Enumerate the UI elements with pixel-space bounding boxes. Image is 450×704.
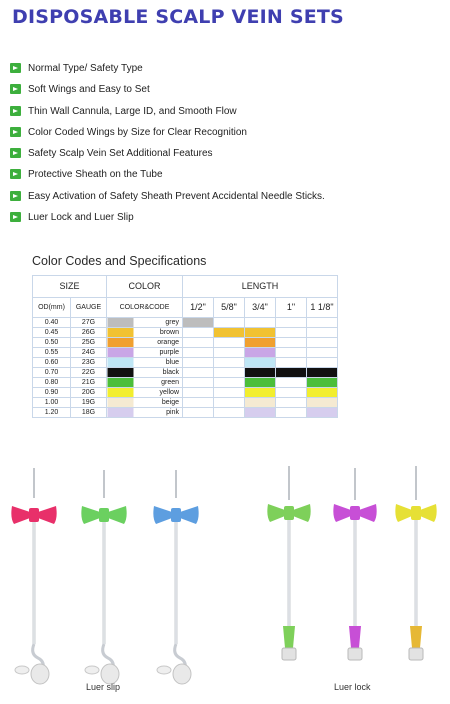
length-swatch-cell bbox=[214, 408, 245, 418]
length-swatch-cell bbox=[276, 358, 307, 368]
size-group-header: SIZE bbox=[33, 276, 107, 298]
feature-text: Protective Sheath on the Tube bbox=[28, 169, 163, 181]
arrow-bullet-icon bbox=[10, 106, 21, 116]
length-swatch-cell bbox=[183, 318, 214, 328]
length-swatch-cell bbox=[214, 388, 245, 398]
length-swatch-cell bbox=[183, 338, 214, 348]
length-header: 1 1/8" bbox=[307, 298, 338, 318]
feature-item bbox=[10, 168, 440, 189]
scalp-vein-needle-icon bbox=[395, 466, 436, 660]
luer-lock-caption: Luer lock bbox=[334, 682, 371, 692]
length-swatch-cell bbox=[183, 348, 214, 358]
arrow-bullet-icon bbox=[10, 127, 21, 137]
spec-table-heading: Color Codes and Specifications bbox=[32, 254, 207, 268]
luer-slip-set bbox=[11, 468, 198, 684]
gauge-cell: 18G bbox=[71, 408, 107, 418]
length-swatch-cell bbox=[214, 398, 245, 408]
length-swatch-cell bbox=[245, 348, 276, 358]
feature-text: Easy Activation of Safety Sheath Prevent Accidental Needle Sticks. bbox=[28, 190, 325, 202]
spec-row bbox=[33, 368, 338, 378]
gauge-header: GAUGE bbox=[71, 298, 107, 318]
length-swatch-cell bbox=[276, 318, 307, 328]
feature-text: Luer Lock and Luer Slip bbox=[28, 212, 134, 224]
od-cell: 0.90 bbox=[33, 388, 71, 398]
length-swatch-cell bbox=[214, 348, 245, 358]
od-cell: 1.00 bbox=[33, 398, 71, 408]
length-swatch-cell bbox=[307, 318, 338, 328]
od-cell: 0.50 bbox=[33, 338, 71, 348]
color-code-cell: purple bbox=[107, 348, 183, 358]
od-cell: 0.70 bbox=[33, 368, 71, 378]
color-code-cell: yellow bbox=[107, 388, 183, 398]
color-code-cell: beige bbox=[107, 398, 183, 408]
arrow-bullet-icon bbox=[10, 212, 21, 222]
spec-row bbox=[33, 388, 338, 398]
spec-row bbox=[33, 408, 338, 418]
arrow-bullet-icon bbox=[10, 169, 21, 179]
color-code-cell: black bbox=[107, 368, 183, 378]
color-code-cell: blue bbox=[107, 358, 183, 368]
length-swatch-cell bbox=[307, 348, 338, 358]
od-cell: 0.80 bbox=[33, 378, 71, 388]
length-swatch-cell bbox=[276, 368, 307, 378]
gauge-cell: 22G bbox=[71, 368, 107, 378]
od-header: OD(mm) bbox=[33, 298, 71, 318]
color-group-header: COLOR bbox=[107, 276, 183, 298]
length-group-header: LENGTH bbox=[183, 276, 338, 298]
length-swatch-cell bbox=[307, 388, 338, 398]
length-swatch-cell bbox=[276, 398, 307, 408]
spec-table-body bbox=[33, 318, 338, 418]
length-swatch-cell bbox=[183, 398, 214, 408]
gauge-cell: 27G bbox=[71, 318, 107, 328]
od-cell: 1.20 bbox=[33, 408, 71, 418]
length-swatch-cell bbox=[276, 388, 307, 398]
length-swatch-cell bbox=[245, 318, 276, 328]
gauge-cell: 26G bbox=[71, 328, 107, 338]
color-code-cell: pink bbox=[107, 408, 183, 418]
feature-text: Color Coded Wings by Size for Clear Recognition bbox=[28, 126, 247, 138]
page-title: DISPOSABLE SCALP VEIN SETS bbox=[12, 6, 344, 28]
length-swatch-cell bbox=[307, 378, 338, 388]
length-swatch-cell bbox=[183, 328, 214, 338]
length-swatch-cell bbox=[245, 338, 276, 348]
arrow-bullet-icon bbox=[10, 84, 21, 94]
length-swatch-cell bbox=[276, 338, 307, 348]
gauge-cell: 19G bbox=[71, 398, 107, 408]
spec-row bbox=[33, 348, 338, 358]
length-swatch-cell bbox=[183, 368, 214, 378]
spec-row bbox=[33, 378, 338, 388]
feature-list bbox=[10, 62, 440, 232]
arrow-bullet-icon bbox=[10, 191, 21, 201]
length-swatch-cell bbox=[214, 328, 245, 338]
length-swatch-cell bbox=[276, 378, 307, 388]
length-header: 1/2" bbox=[183, 298, 214, 318]
spec-row bbox=[33, 358, 338, 368]
length-swatch-cell bbox=[245, 378, 276, 388]
feature-item bbox=[10, 62, 440, 83]
product-photo bbox=[0, 458, 450, 704]
color-code-header: COLOR&CODE bbox=[107, 298, 183, 318]
length-header: 3/4" bbox=[245, 298, 276, 318]
length-swatch-cell bbox=[307, 358, 338, 368]
length-swatch-cell bbox=[307, 368, 338, 378]
color-code-cell: orange bbox=[107, 338, 183, 348]
length-swatch-cell bbox=[245, 388, 276, 398]
length-swatch-cell bbox=[245, 408, 276, 418]
length-swatch-cell bbox=[183, 378, 214, 388]
gauge-cell: 23G bbox=[71, 358, 107, 368]
scalp-vein-needle-icon bbox=[81, 470, 126, 684]
feature-item bbox=[10, 147, 440, 168]
scalp-vein-needle-icon bbox=[153, 470, 198, 684]
length-swatch-cell bbox=[214, 368, 245, 378]
gauge-cell: 21G bbox=[71, 378, 107, 388]
length-swatch-cell bbox=[307, 408, 338, 418]
length-swatch-cell bbox=[214, 378, 245, 388]
scalp-vein-needle-icon bbox=[333, 468, 376, 660]
color-code-cell: grey bbox=[107, 318, 183, 328]
gauge-cell: 25G bbox=[71, 338, 107, 348]
gauge-cell: 20G bbox=[71, 388, 107, 398]
luer-slip-caption: Luer slip bbox=[86, 682, 121, 692]
luer-lock-set bbox=[267, 466, 436, 660]
feature-text: Normal Type/ Safety Type bbox=[28, 63, 143, 74]
color-code-cell: brown bbox=[107, 328, 183, 338]
length-swatch-cell bbox=[214, 338, 245, 348]
scalp-vein-needle-icon bbox=[267, 466, 310, 660]
od-cell: 0.45 bbox=[33, 328, 71, 338]
arrow-bullet-icon bbox=[10, 148, 21, 158]
arrow-bullet-icon bbox=[10, 63, 21, 73]
length-swatch-cell bbox=[307, 338, 338, 348]
length-swatch-cell bbox=[214, 358, 245, 368]
od-cell: 0.40 bbox=[33, 318, 71, 328]
feature-text: Soft Wings and Easy to Set bbox=[28, 84, 150, 96]
length-swatch-cell bbox=[183, 388, 214, 398]
feature-text: Safety Scalp Vein Set Additional Features bbox=[28, 148, 213, 160]
feature-item bbox=[10, 83, 440, 104]
length-swatch-cell bbox=[245, 358, 276, 368]
color-code-cell: green bbox=[107, 378, 183, 388]
length-swatch-cell bbox=[245, 328, 276, 338]
feature-item bbox=[10, 211, 440, 232]
spec-row bbox=[33, 328, 338, 338]
length-swatch-cell bbox=[307, 328, 338, 338]
spec-row bbox=[33, 398, 338, 408]
length-swatch-cell bbox=[245, 368, 276, 378]
feature-text: Thin Wall Cannula, Large ID, and Smooth Flow bbox=[28, 105, 237, 117]
length-swatch-cell bbox=[245, 398, 276, 408]
spec-row bbox=[33, 338, 338, 348]
od-cell: 0.60 bbox=[33, 358, 71, 368]
od-cell: 0.55 bbox=[33, 348, 71, 358]
feature-item bbox=[10, 190, 440, 211]
length-swatch-cell bbox=[183, 408, 214, 418]
length-header: 1" bbox=[276, 298, 307, 318]
feature-item bbox=[10, 105, 440, 126]
length-swatch-cell bbox=[307, 398, 338, 408]
length-swatch-cell bbox=[276, 408, 307, 418]
gauge-cell: 24G bbox=[71, 348, 107, 358]
length-header: 5/8" bbox=[214, 298, 245, 318]
length-swatch-cell bbox=[183, 358, 214, 368]
length-swatch-cell bbox=[276, 328, 307, 338]
feature-item bbox=[10, 126, 440, 147]
length-swatch-cell bbox=[276, 348, 307, 358]
scalp-vein-needle-icon bbox=[11, 468, 56, 684]
spec-table bbox=[32, 275, 338, 418]
length-swatch-cell bbox=[214, 318, 245, 328]
spec-row bbox=[33, 318, 338, 328]
